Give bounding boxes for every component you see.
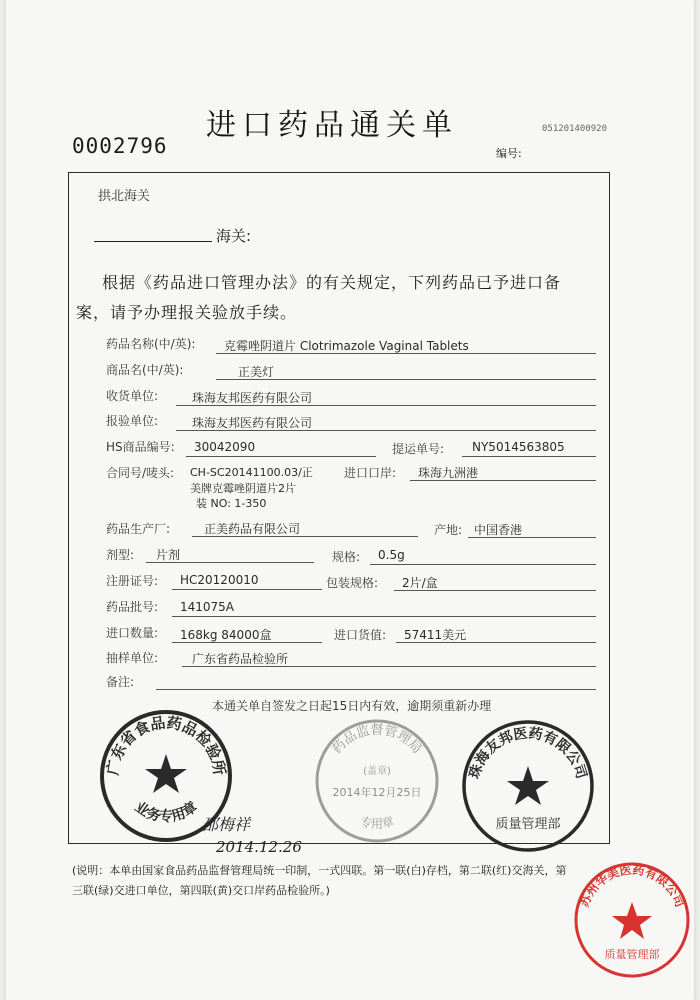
svg-text:药品监督管理局 bbox=[330, 722, 425, 757]
manufacturer-line bbox=[192, 536, 418, 537]
dosage-label: 剂型: bbox=[106, 548, 135, 562]
drug-name-value: 克霉唑阴道片 Clotrimazole Vaginal Tablets bbox=[224, 339, 469, 353]
stamp2-mid-text: (盖章) bbox=[363, 766, 391, 777]
stamp3-top-text: 珠海友邦医药有限公司 bbox=[466, 725, 590, 781]
signature-name: 邵梅祥 bbox=[202, 815, 251, 834]
trade-name-value: 正美灯 bbox=[238, 365, 275, 379]
reg-no-line bbox=[172, 589, 322, 590]
serial-number: 0002796 bbox=[72, 134, 168, 158]
quantity-line bbox=[172, 642, 322, 643]
company-quality-stamp bbox=[458, 716, 598, 856]
spec-value: 0.5g bbox=[378, 548, 405, 562]
dosage-line bbox=[146, 562, 314, 563]
contract-value-2: 美牌克霉唑阴道片2片 bbox=[190, 482, 296, 495]
quantity-value: 168kg 84000盒 bbox=[180, 628, 272, 642]
document-number: 051201400920 bbox=[542, 124, 608, 134]
star-icon bbox=[145, 754, 187, 793]
drug-name-label: 药品名称(中/英): bbox=[106, 337, 196, 351]
reg-no-label: 注册证号: bbox=[106, 574, 159, 588]
sampling-value: 广东省药品检验所 bbox=[192, 652, 289, 666]
package-label: 包装规格: bbox=[326, 576, 379, 590]
trade-name-line bbox=[216, 379, 596, 380]
svg-text:苏州华美医药有限公司 bbox=[576, 862, 687, 909]
quantity-label: 进口数量: bbox=[106, 626, 159, 640]
package-value: 2片/盒 bbox=[402, 576, 438, 590]
spec-label: 规格: bbox=[332, 550, 361, 564]
intro-line-1: 根据《药品进口管理办法》的有关规定，下列药品已予进口备 bbox=[102, 273, 562, 292]
consignee-line bbox=[176, 405, 596, 406]
spec-line bbox=[370, 564, 596, 565]
dosage-value: 片剂 bbox=[156, 548, 181, 562]
stamp4-top-text: 苏州华美医药有限公司 bbox=[577, 862, 687, 910]
declarant-value: 珠海友邦医药有限公司 bbox=[192, 416, 313, 430]
hs-code-label: HS商品编号: bbox=[106, 440, 175, 454]
stamp2-date-text: 2014年12月25日 bbox=[332, 786, 422, 799]
receiving-company-stamp bbox=[570, 858, 694, 982]
contract-label: 合同号/唛头: bbox=[106, 466, 175, 480]
svg-text:业务专用章 bbox=[132, 798, 201, 825]
declarant-line bbox=[176, 430, 596, 431]
batch-value: 141075A bbox=[180, 600, 235, 614]
document-page bbox=[6, 0, 694, 1000]
origin-value: 中国香港 bbox=[474, 523, 523, 537]
remarks-label: 备注: bbox=[106, 675, 135, 689]
batch-label: 药品批号: bbox=[106, 600, 159, 614]
footnote-line-2: 三联(绿)交进口单位，第四联(黄)交口岸药品检验所。) bbox=[72, 884, 330, 897]
origin-label: 产地: bbox=[434, 523, 463, 537]
sampling-line bbox=[182, 666, 596, 667]
bill-no-label: 提运单号: bbox=[392, 442, 445, 456]
manufacturer-value: 正美药品有限公司 bbox=[204, 522, 301, 536]
batch-line bbox=[172, 616, 596, 617]
value-line bbox=[396, 642, 596, 643]
stamp1-bottom-text: 业务专用章 bbox=[131, 799, 201, 826]
bill-no-value: NY5014563805 bbox=[472, 440, 565, 454]
stamp2-bottom-text: 专用章 bbox=[358, 814, 396, 832]
number-label: 编号: bbox=[496, 147, 522, 160]
signature-date: 2014.12.26 bbox=[216, 838, 302, 856]
value-value: 57411美元 bbox=[404, 628, 467, 642]
bill-no-line bbox=[462, 456, 596, 457]
remarks-line bbox=[156, 689, 596, 690]
contract-value-1: CH-SC20141100.03/正 bbox=[190, 466, 313, 479]
reg-no-value: HC20120010 bbox=[180, 573, 259, 587]
customs-office: 拱北海关 bbox=[98, 189, 151, 204]
contract-value-3: 装 NO: 1-350 bbox=[196, 497, 267, 510]
stamp1-top-text: 广东省食品药品检验所 bbox=[103, 713, 229, 777]
hs-code-value: 30042090 bbox=[194, 440, 256, 454]
consignee-label: 收货单位: bbox=[106, 389, 159, 403]
svg-text:专用章 bbox=[359, 813, 396, 831]
package-line bbox=[394, 590, 596, 591]
star-icon bbox=[612, 902, 652, 939]
port-label: 进口口岸: bbox=[344, 466, 397, 480]
stamp2-top-text: 药品监督管理局 bbox=[329, 723, 425, 757]
drug-name-line bbox=[216, 353, 596, 354]
sampling-label: 抽样单位: bbox=[106, 651, 159, 665]
star-icon bbox=[507, 766, 549, 805]
value-label: 进口货值: bbox=[334, 628, 387, 642]
stamp4-bottom-text: 质量管理部 bbox=[604, 948, 660, 961]
origin-line bbox=[468, 537, 596, 538]
manufacturer-label: 药品生产厂: bbox=[106, 522, 171, 536]
validity-note: 本通关单自签发之日起15日内有效，逾期须重新办理 bbox=[212, 699, 492, 713]
intro-line-2: 案，请予办理报关验放手续。 bbox=[76, 303, 298, 322]
document-title: 进口药品通关单 bbox=[206, 108, 458, 143]
declarant-label: 报验单位: bbox=[106, 414, 159, 428]
consignee-value: 珠海友邦医药有限公司 bbox=[192, 391, 313, 405]
stamp3-bottom-text: 质量管理部 bbox=[495, 817, 561, 832]
customs-label: 海关: bbox=[216, 227, 252, 245]
hs-code-line bbox=[186, 456, 376, 457]
customs-blank-line bbox=[94, 241, 212, 242]
footnote-line-1: (说明：本单由国家食品药品监督管理局统一印制，一式四联。第一联(白)存档，第二联(红)交海关，第 bbox=[72, 864, 567, 877]
port-value: 珠海九洲港 bbox=[418, 466, 479, 480]
port-line bbox=[410, 480, 596, 481]
trade-name-label: 商品名(中/英): bbox=[106, 363, 184, 377]
administration-stamp bbox=[312, 716, 442, 846]
